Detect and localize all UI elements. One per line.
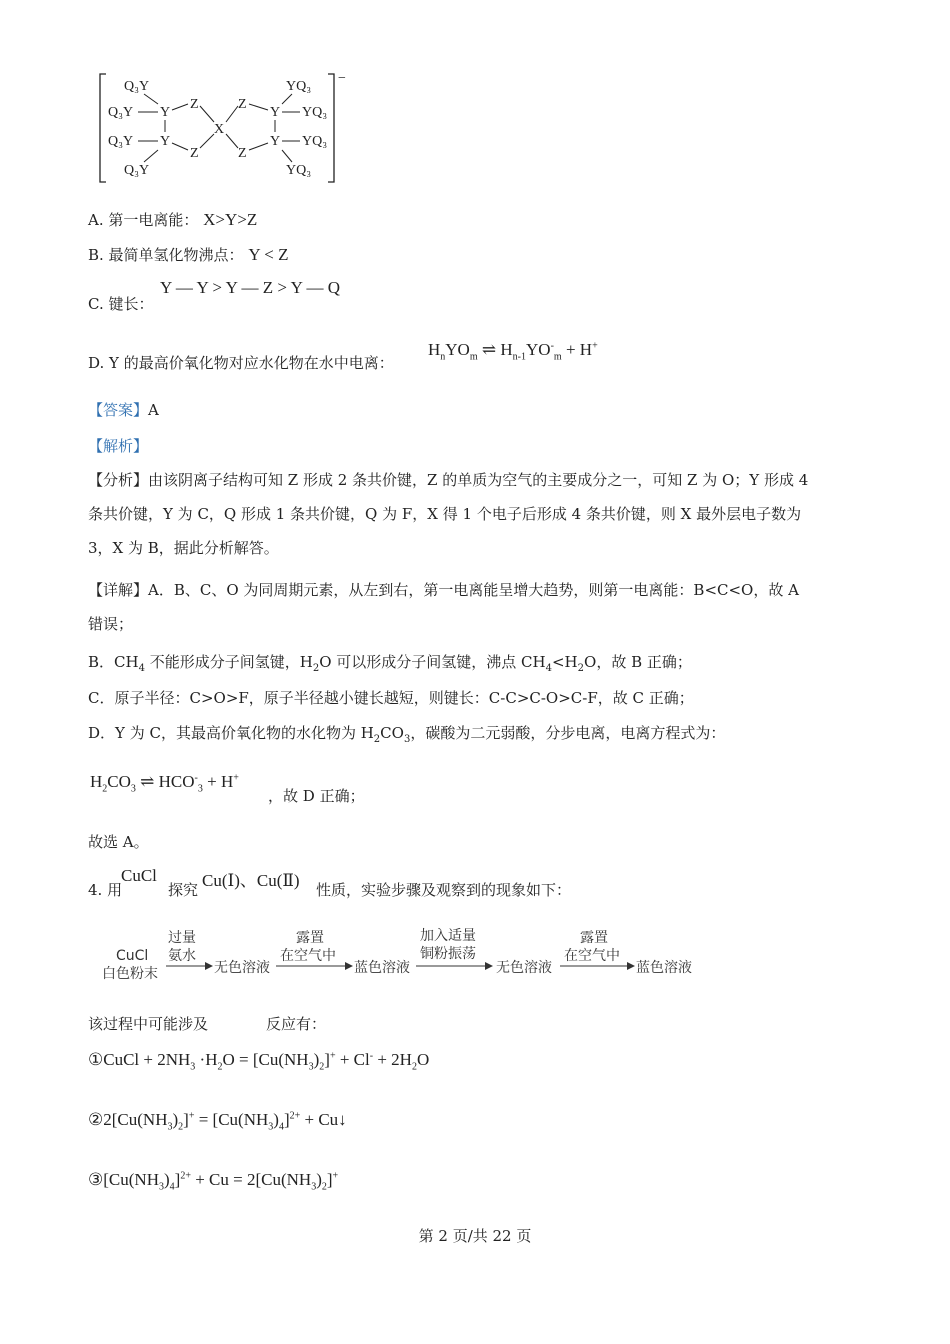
option-b: [88, 245, 288, 265]
analysis-tag: 【解析】: [88, 437, 149, 455]
xiangjie-d-equation: $H_2CO_3$ ⇌ $HCO^-_3 + H^+$: [90, 772, 239, 795]
flow-result-1: 无色溶液: [214, 960, 270, 976]
option-b-expr: Y < Z: [248, 245, 289, 264]
option-b-label: B. 最简单氢化物沸点：: [88, 246, 244, 264]
q4-cucl: CuCl: [121, 866, 157, 885]
atom-q3y-4: Q₃Y: [124, 163, 150, 178]
fenxi-tag: 【分析】: [88, 471, 149, 489]
reaction-3: $③[Cu(NH_3)_4]^{2+} + Cu = 2[Cu(NH_3)_2]^+$: [88, 1170, 339, 1193]
xiangjie-c: C．原子半径：C>O>F，原子半径越小键长越短，则键长：C-C>C-O>C-F，故 C 正确；: [88, 689, 694, 707]
xiangjie-tag: 【详解】: [88, 581, 149, 599]
atom-q3y-3: Q₃Y: [108, 134, 134, 149]
q4-mid: 探究: [168, 881, 199, 899]
atom-x: X: [214, 122, 225, 137]
flow-step2-bottom: 在空气中: [280, 948, 336, 964]
option-a-label: A. 第一电离能：: [88, 211, 199, 229]
atom-y-right-2: Y: [270, 134, 281, 149]
option-c-expr: Y — Y > Y — Z > Y — Q: [160, 278, 341, 297]
atom-q3y-1: Q₃Y: [124, 79, 150, 94]
flow-step3-top: 加入适量: [420, 928, 476, 944]
atom-y-left-2: Y: [160, 134, 171, 149]
atom-yq3-2: YQ₃: [302, 105, 328, 120]
atom-z-right-2: Z: [238, 146, 247, 161]
flow-result-2: 蓝色溶液: [354, 960, 410, 976]
conclusion: 故选 A。: [88, 833, 149, 851]
atom-z-left-1: Z: [190, 97, 199, 112]
flow-step1-top: 过量: [168, 930, 196, 946]
flow-step1-bottom: 氨水: [168, 948, 196, 964]
reactions-intro-a: 该过程中可能涉及: [88, 1015, 209, 1033]
q4-cu-states: Cu(Ⅰ)、Cu(Ⅱ): [202, 871, 300, 890]
atom-yq3-3: YQ₃: [302, 134, 328, 149]
fenxi-paragraph: [88, 463, 878, 565]
reaction-2: $②2[Cu(NH_3)_2]^+ = [Cu(NH_3)_4]^{2+}$ + Cu↓: [88, 1110, 347, 1133]
flow-step4-top: 露置: [580, 930, 608, 946]
atom-z-left-2: Z: [190, 146, 199, 161]
option-c-label: C. 键长：: [88, 295, 154, 313]
reaction-3-number: ③: [88, 1170, 104, 1189]
xiangjie-b: B．$CH_4$ 不能形成分子间氢键，$H_2O$ 可以形成分子间氢键，沸点 $CH_4<H_2O$，故 B 正确；: [88, 653, 692, 674]
flow-result-3: 无色溶液: [496, 960, 552, 976]
reaction-1: ①CuCl + $2NH_3 \cdot H_2O = [Cu(NH_3)_2]^+ + Cl^- + 2H_2O$: [88, 1050, 430, 1073]
xiangjie-a-line-1: A．B、C、O 为同周期元素，从左到右，第一电离能呈增大趋势，则第一电离能：B<C<O，故 A: [148, 581, 799, 599]
answer-value: A: [148, 401, 159, 419]
reaction-2-number: ②: [88, 1110, 104, 1129]
fenxi-line-1: 由该阴离子结构可知 Z 形成 2 条共价键，Z 的单质为空气的主要成分之一，可知 Z 为 O；Y 形成 4: [148, 471, 809, 489]
xiangjie-d: D．Y 为 C，其最高价氧化物的水化物为 $H_2CO_3$，碳酸为二元弱酸，分步电离，电离方程式为：: [88, 724, 726, 745]
reactions-intro-b: 反应有：: [266, 1015, 327, 1033]
atom-q3y-2: Q₃Y: [108, 105, 134, 120]
xiangjie-a-line-2: 错误；: [88, 615, 134, 633]
anion-structure-diagram: [96, 70, 356, 188]
experiment-flow-diagram: [100, 926, 710, 984]
atom-y-left-1: Y: [160, 105, 171, 120]
flow-start-powder: 白色粉末: [102, 966, 158, 982]
atom-y-right-1: Y: [270, 105, 281, 120]
q4-suffix: 性质，实验步骤及观察到的现象如下：: [316, 881, 572, 899]
flow-start-cucl: CuCl: [116, 948, 149, 964]
answer-line: [88, 400, 159, 420]
option-a-expr: X>Y>Z: [203, 210, 258, 229]
option-d-label: D. Y 的最高价氧化物对应水化物在水中电离：: [88, 354, 394, 372]
xiangjie-paragraph: [88, 573, 878, 641]
fenxi-line-3: 3，X 为 B，据此分析解答。: [88, 539, 279, 557]
answer-tag: 【答案】: [88, 401, 149, 419]
atom-yq3-1: YQ₃: [286, 79, 312, 94]
option-d-equation: $H_nYO_m$ ⇌ $H_{n-1}YO^-_m + H^+$: [428, 340, 598, 363]
atom-z-right-1: Z: [238, 97, 247, 112]
q4-prefix: 4. 用: [88, 881, 123, 899]
fenxi-line-2: 条共价键，Y 为 C，Q 形成 1 条共价键，Q 为 F，X 得 1 个电子后形成 4 条共价键，则 X 最外层电子数为: [88, 505, 802, 523]
flow-step2-top: 露置: [296, 930, 324, 946]
xiangjie-d-suffix: ，故 D 正确；: [268, 787, 365, 805]
charge-label: −: [338, 71, 346, 86]
flow-step4-bottom: 在空气中: [564, 948, 620, 964]
option-a: [88, 210, 257, 230]
page-footer: 第 2 页/共 22 页: [418, 1227, 532, 1245]
atom-yq3-4: YQ₃: [286, 163, 312, 178]
reaction-1-number: ①: [88, 1050, 104, 1069]
flow-result-4: 蓝色溶液: [636, 960, 692, 976]
flow-step3-bottom: 铜粉振荡: [420, 946, 476, 962]
